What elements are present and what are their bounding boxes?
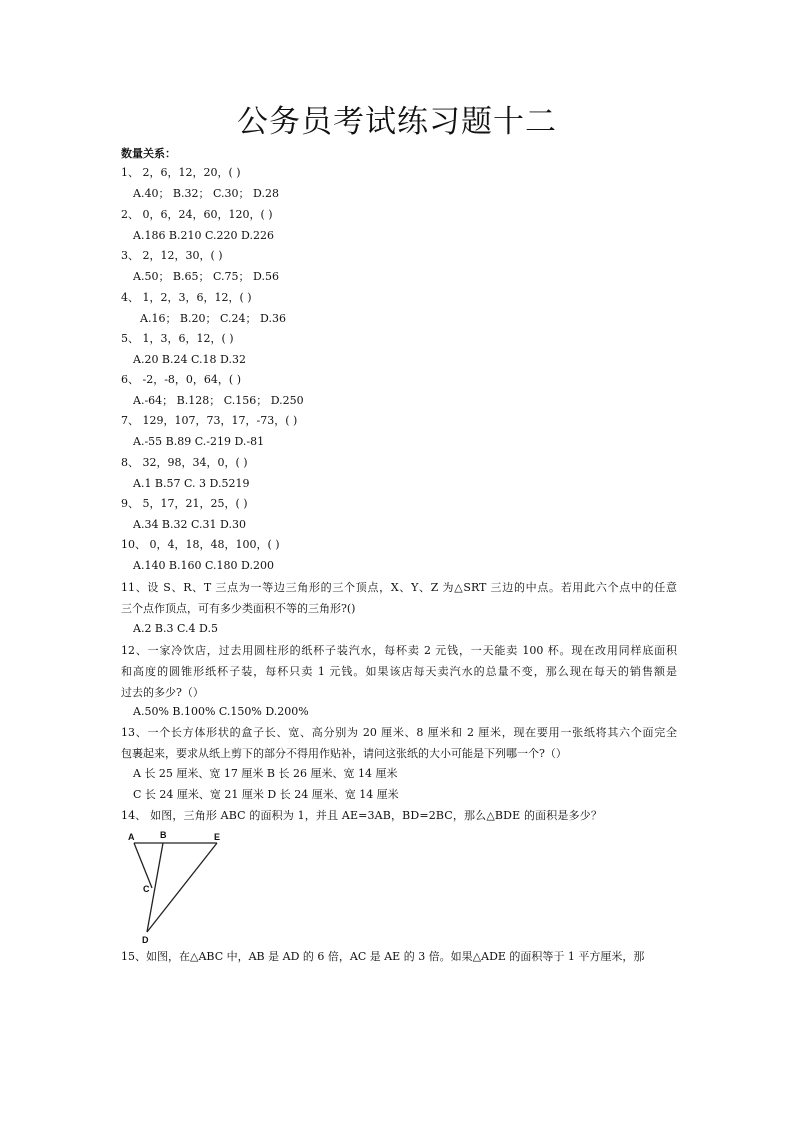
question-13-option-ab: A 长 25 厘米、宽 17 厘米 B 长 26 厘米、宽 14 厘米 (133, 767, 398, 780)
question-5-options: A.20 B.24 C.18 D.32 (133, 353, 246, 366)
question-9-options: A.34 B.32 C.31 D.30 (133, 518, 246, 531)
label-d: D (142, 935, 149, 945)
question-11-stem (121, 577, 677, 619)
question-13-option-cd: C 长 24 厘米、宽 21 厘米 D 长 24 厘米、宽 14 厘米 (133, 788, 399, 801)
question-6-options: A.-64； B.128； C.156； D.250 (133, 394, 304, 407)
question-1-options: A.40； B.32； C.30； D.28 (133, 187, 279, 200)
question-6-stem: 6、 -2，-8，0，64，( ) (121, 373, 242, 386)
question-9-stem: 9、 5，17，21，25，( ) (121, 497, 248, 510)
question-13-line-1: 13、一个长方体形状的盒子长、宽、高分别为 20 厘米、8 厘米和 2 厘米，现在要用一张纸将其六个面完全 (121, 726, 677, 739)
question-11-line-2: 三个点作顶点，可有多少类面积不等的三角形?() (121, 602, 356, 615)
question-12-line-3: 过去的多少?（） (121, 686, 204, 699)
question-12-stem (121, 640, 677, 703)
question-2-stem: 2、 0，6，24，60，120，( ) (121, 208, 273, 221)
label-a: A (128, 832, 135, 842)
label-e: E (214, 832, 221, 842)
question-3-stem: 3、 2，12，30，( ) (121, 249, 223, 262)
question-4-options: A.16； B.20； C.24； D.36 (140, 312, 286, 325)
question-8-stem: 8、 32，98，34，0，( ) (121, 456, 248, 469)
question-3-options: A.50； B.65； C.75； D.56 (133, 270, 279, 283)
question-7-options: A.-55 B.89 C.-219 D.-81 (133, 435, 265, 448)
page-title: 公务员考试练习题十二 (237, 104, 557, 140)
question-12-options: A.50% B.100% C.150% D.200% (133, 705, 309, 718)
question-8-options: A.1 B.57 C. 3 D.5219 (133, 477, 250, 490)
question-10-options: A.140 B.160 C.180 D.200 (133, 559, 274, 572)
question-11-options: A.2 B.3 C.4 D.5 (133, 622, 218, 635)
section-heading: 数量关系： (121, 147, 176, 160)
question-2-options: A.186 B.210 C.220 D.226 (133, 229, 274, 242)
question-7-stem: 7、 129，107，73，17，-73，( ) (121, 414, 298, 427)
question-11-line-1: 11、设 S、R、T 三点为一等边三角形的三个顶点，X、Y、Z 为△SRT 三边的中点。若用此六个点中的任意 (121, 581, 677, 594)
label-c: C (143, 884, 150, 894)
segment-ac (134, 843, 152, 888)
segment-ed (147, 843, 217, 932)
question-15-stem: 15、如图，在△ABC 中，AB 是 AD 的 6 倍，AC 是 AE 的 3 倍。如果△ADE 的面积等于 1 平方厘米，那 (121, 950, 645, 963)
question-12-line-2: 和高度的圆锥形纸杯子装，每杯只卖 1 元钱。如果该店每天卖汽水的总量不变，那么现在每天的销售额是 (121, 665, 677, 678)
question-1-stem: 1、 2，6，12，20，( ) (121, 166, 241, 179)
question-13-stem (121, 722, 677, 764)
question-14-stem: 14、 如图，三角形 ABC 的面积为 1，并且 AE=3AB，BD=2BC，那么△BDE 的面积是多少？ (121, 809, 603, 822)
question-4-stem: 4、 1，2，3，6，12，( ) (121, 291, 252, 304)
question-12-line-1: 12、一家冷饮店，过去用圆柱形的纸杯子装汽水，每杯卖 2 元钱，一天能卖 100 杯。现在改用同样底面积 (121, 644, 677, 657)
question-10-stem: 10、 0，4，18，48，100，( ) (121, 538, 280, 551)
question-13-line-2: 包裹起来，要求从纸上剪下的部分不得用作贴补，请问这张纸的大小可能是下列哪一个?（） (121, 747, 567, 760)
label-b: B (160, 830, 167, 840)
triangle-figure (125, 828, 229, 946)
question-5-stem: 5、 1，3，6，12，( ) (121, 332, 234, 345)
